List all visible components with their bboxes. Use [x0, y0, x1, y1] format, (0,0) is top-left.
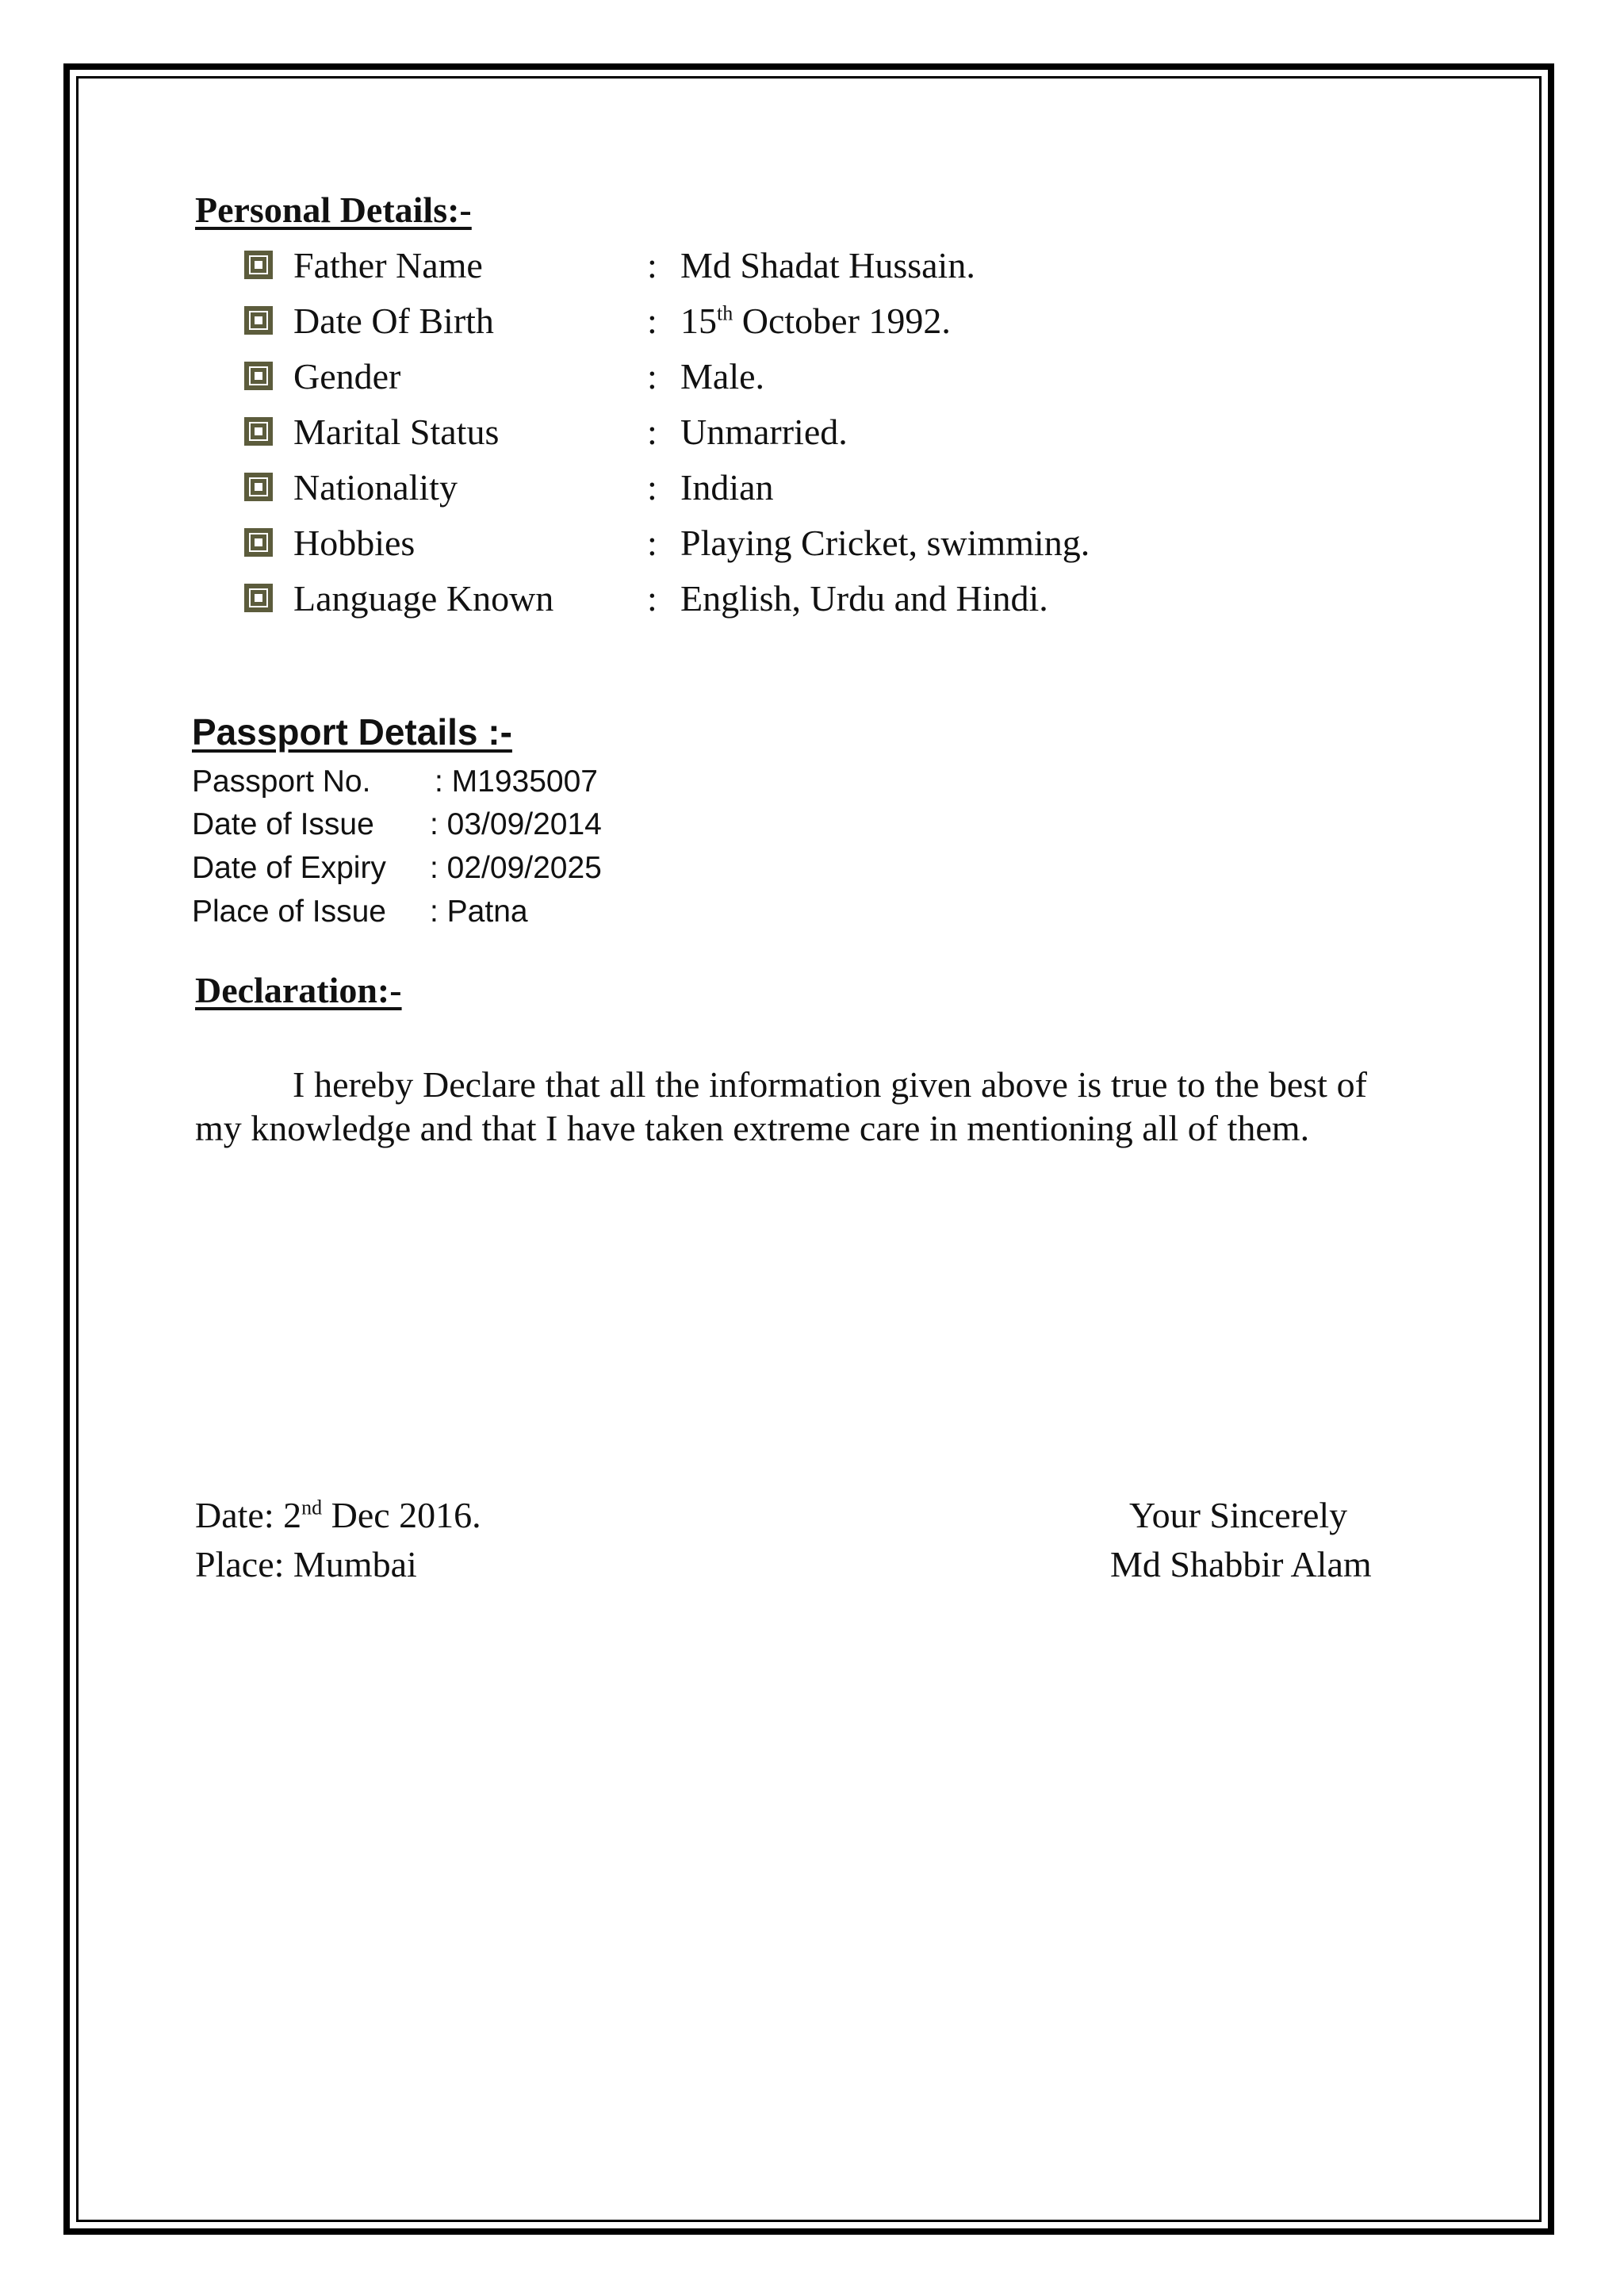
row-label: Passport No. — [192, 764, 371, 799]
row-label: Date of Expiry — [192, 851, 386, 885]
bullet-icon — [244, 251, 273, 279]
row-separator: : — [647, 523, 657, 563]
row-label: Language Known — [293, 578, 554, 619]
row-label: Place of Issue — [192, 895, 386, 929]
row-value: Playing Cricket, swimming. — [680, 523, 1090, 563]
row-value: : 02/09/2025 — [430, 851, 602, 885]
bullet-icon — [244, 417, 273, 446]
row-value: Unmarried. — [680, 412, 848, 452]
row-separator: : — [647, 412, 657, 452]
declaration-text: I hereby Declare that all the information given above is true to the best of my knowledge and that I have taken extreme care in mentioning all of them. — [195, 1064, 1367, 1148]
date-ordinal: nd — [301, 1496, 323, 1519]
signature-date — [195, 1494, 481, 1536]
passport-details-heading: Passport Details :- — [192, 711, 512, 753]
date-prefix: Date: 2 — [195, 1495, 302, 1535]
row-value: Indian — [680, 467, 774, 508]
signatory-name: Md Shabbir Alam — [1110, 1544, 1372, 1584]
bullet-icon — [244, 473, 273, 501]
row-label: Father Name — [293, 245, 483, 285]
row-separator: : — [647, 301, 657, 341]
dob-ordinal: th — [717, 301, 733, 325]
row-label: Date Of Birth — [293, 301, 494, 341]
row-value: Md Shadat Hussain. — [680, 245, 975, 285]
bullet-icon — [244, 306, 273, 335]
row-separator: : — [647, 356, 657, 397]
declaration-heading: Declaration:- — [195, 970, 402, 1010]
row-value: : M1935007 — [435, 764, 598, 799]
row-value: : 03/09/2014 — [430, 807, 602, 841]
row-label: Gender — [293, 356, 401, 397]
row-label: Date of Issue — [192, 807, 374, 841]
row-value: : Patna — [430, 895, 528, 929]
closing-text: Your Sincerely — [1129, 1495, 1348, 1535]
dob-month-year: October 1992. — [733, 301, 951, 341]
row-value: Male. — [680, 356, 765, 397]
row-separator: : — [647, 467, 657, 508]
bullet-icon — [244, 528, 273, 557]
signature-place: Place: Mumbai — [195, 1544, 417, 1584]
row-label: Marital Status — [293, 412, 500, 452]
row-label: Nationality — [293, 467, 458, 508]
dob-day: 15 — [680, 301, 717, 341]
row-value: English, Urdu and Hindi. — [680, 578, 1048, 619]
row-separator: : — [647, 245, 657, 285]
row-separator: : — [647, 578, 657, 619]
personal-details-heading: Personal Details:- — [195, 190, 472, 230]
row-label: Hobbies — [293, 523, 416, 563]
bullet-icon — [244, 584, 273, 612]
date-suffix: Dec 2016. — [322, 1495, 481, 1535]
bullet-icon — [244, 362, 273, 390]
row-value — [680, 300, 951, 342]
